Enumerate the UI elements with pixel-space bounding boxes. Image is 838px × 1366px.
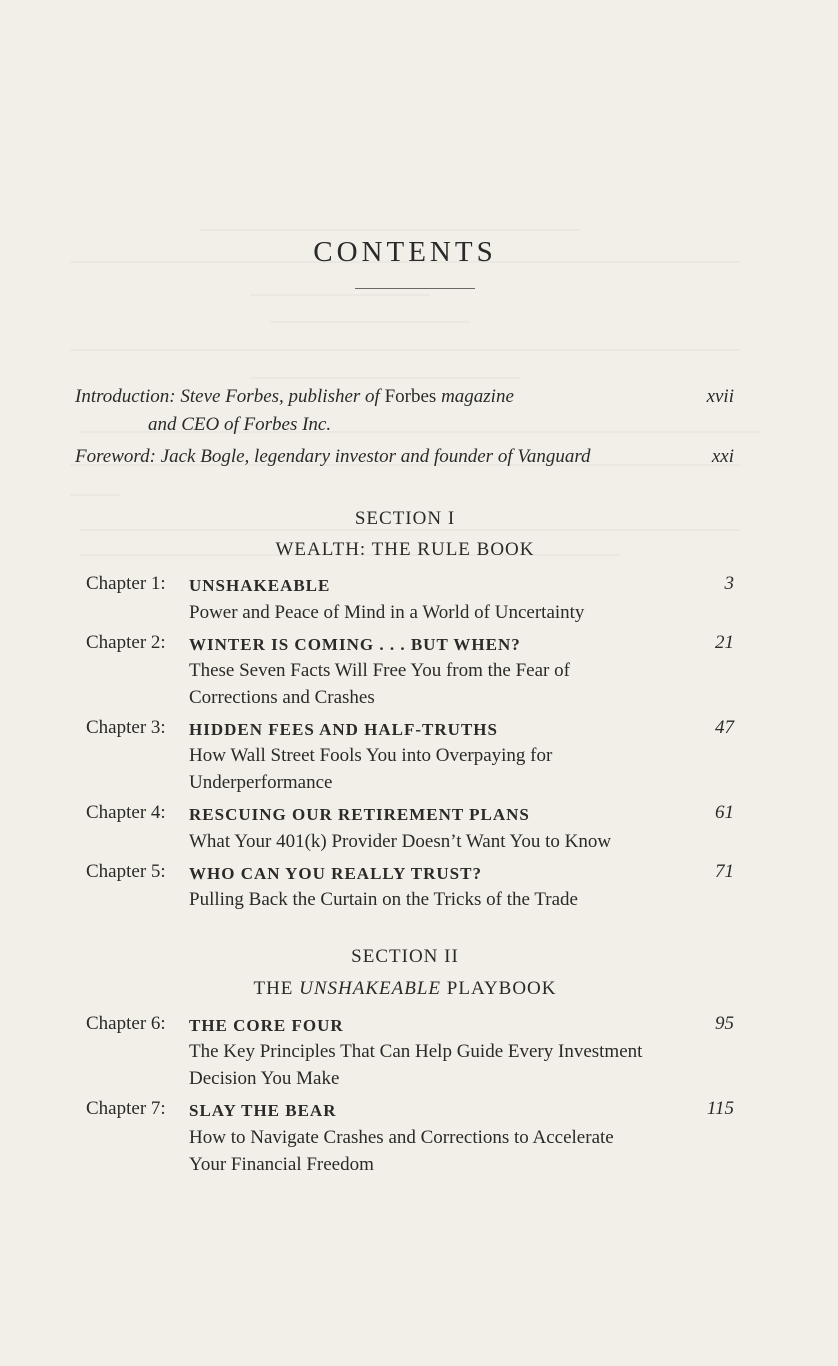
introduction-label-upright: Forbes <box>384 386 437 407</box>
chapter-2-label: Chapter 2: <box>86 632 166 653</box>
introduction-page-number: xvii <box>706 386 734 407</box>
chapter-2-title: WINTER IS COMING . . . BUT WHEN? <box>189 635 521 654</box>
chapter-6-title: THE CORE FOUR <box>189 1016 344 1035</box>
chapter-1-title: UNSHAKEABLE <box>189 576 331 595</box>
chapter-7-subtitle-line2: Your Financial Freedom <box>189 1154 374 1175</box>
chapter-7-page-number: 115 <box>706 1098 734 1119</box>
chapter-3-page-number: 47 <box>715 717 734 738</box>
introduction-label-suffix: magazine <box>441 386 514 407</box>
chapter-1-page-number: 3 <box>724 573 734 594</box>
chapter-7-title: SLAY THE BEAR <box>189 1101 337 1120</box>
chapter-3-label: Chapter 3: <box>86 717 166 738</box>
title-divider <box>355 288 475 289</box>
chapter-6-page-number: 95 <box>715 1013 734 1034</box>
chapter-4-title: RESCUING OUR RETIREMENT PLANS <box>189 805 530 824</box>
chapter-6-subtitle: The Key Principles That Can Help Guide Every Investment <box>189 1041 643 1062</box>
introduction-label-prefix: Introduction: Steve Forbes, publisher of <box>75 386 380 407</box>
chapter-4-subtitle: What Your 401(k) Provider Doesn’t Want You to Know <box>189 831 612 852</box>
chapter-5-label: Chapter 5: <box>86 861 166 882</box>
section-2-subheading-prefix: THE <box>253 978 294 999</box>
chapter-1-label: Chapter 1: <box>86 573 166 594</box>
section-2-heading: SECTION II <box>351 946 459 967</box>
chapter-2-subtitle-line2: Corrections and Crashes <box>189 687 375 708</box>
chapter-3-subtitle: How Wall Street Fools You into Overpaying for <box>189 745 553 766</box>
chapter-4-label: Chapter 4: <box>86 802 166 823</box>
section-2-subheading <box>0 978 810 1000</box>
chapter-5-subtitle: Pulling Back the Curtain on the Tricks of the Trade <box>189 889 578 910</box>
foreword-page-number: xxi <box>711 446 734 467</box>
chapter-1-subtitle: Power and Peace of Mind in a World of Uncertainty <box>189 602 585 623</box>
chapter-7-subtitle: How to Navigate Crashes and Corrections to Accelerate <box>189 1127 614 1148</box>
chapter-3-subtitle-line2: Underperformance <box>189 772 333 793</box>
chapter-6-subtitle-line2: Decision You Make <box>189 1068 340 1089</box>
chapter-5-page-number: 71 <box>715 861 734 882</box>
chapter-4-page-number: 61 <box>715 802 734 823</box>
page-title: CONTENTS <box>313 236 497 268</box>
foreword-entry: Foreword: Jack Bogle, legendary investor and founder of Vanguard <box>75 446 591 467</box>
chapter-7-label: Chapter 7: <box>86 1098 166 1119</box>
section-2-subheading-italic: UNSHAKEABLE <box>299 978 442 999</box>
chapter-2-page-number: 21 <box>715 632 734 653</box>
chapter-3-title: HIDDEN FEES AND HALF-TRUTHS <box>189 720 498 739</box>
chapter-5-title: WHO CAN YOU REALLY TRUST? <box>189 864 482 883</box>
section-1-subheading: WEALTH: THE RULE BOOK <box>275 539 535 560</box>
chapter-6-label: Chapter 6: <box>86 1013 166 1034</box>
section-2-subheading-suffix: PLAYBOOK <box>446 978 557 999</box>
section-1-heading: SECTION I <box>354 508 456 529</box>
chapter-2-subtitle: These Seven Facts Will Free You from the Fear of <box>189 660 570 681</box>
introduction-entry <box>75 386 514 408</box>
introduction-entry-line2: and CEO of Forbes Inc. <box>148 414 332 435</box>
